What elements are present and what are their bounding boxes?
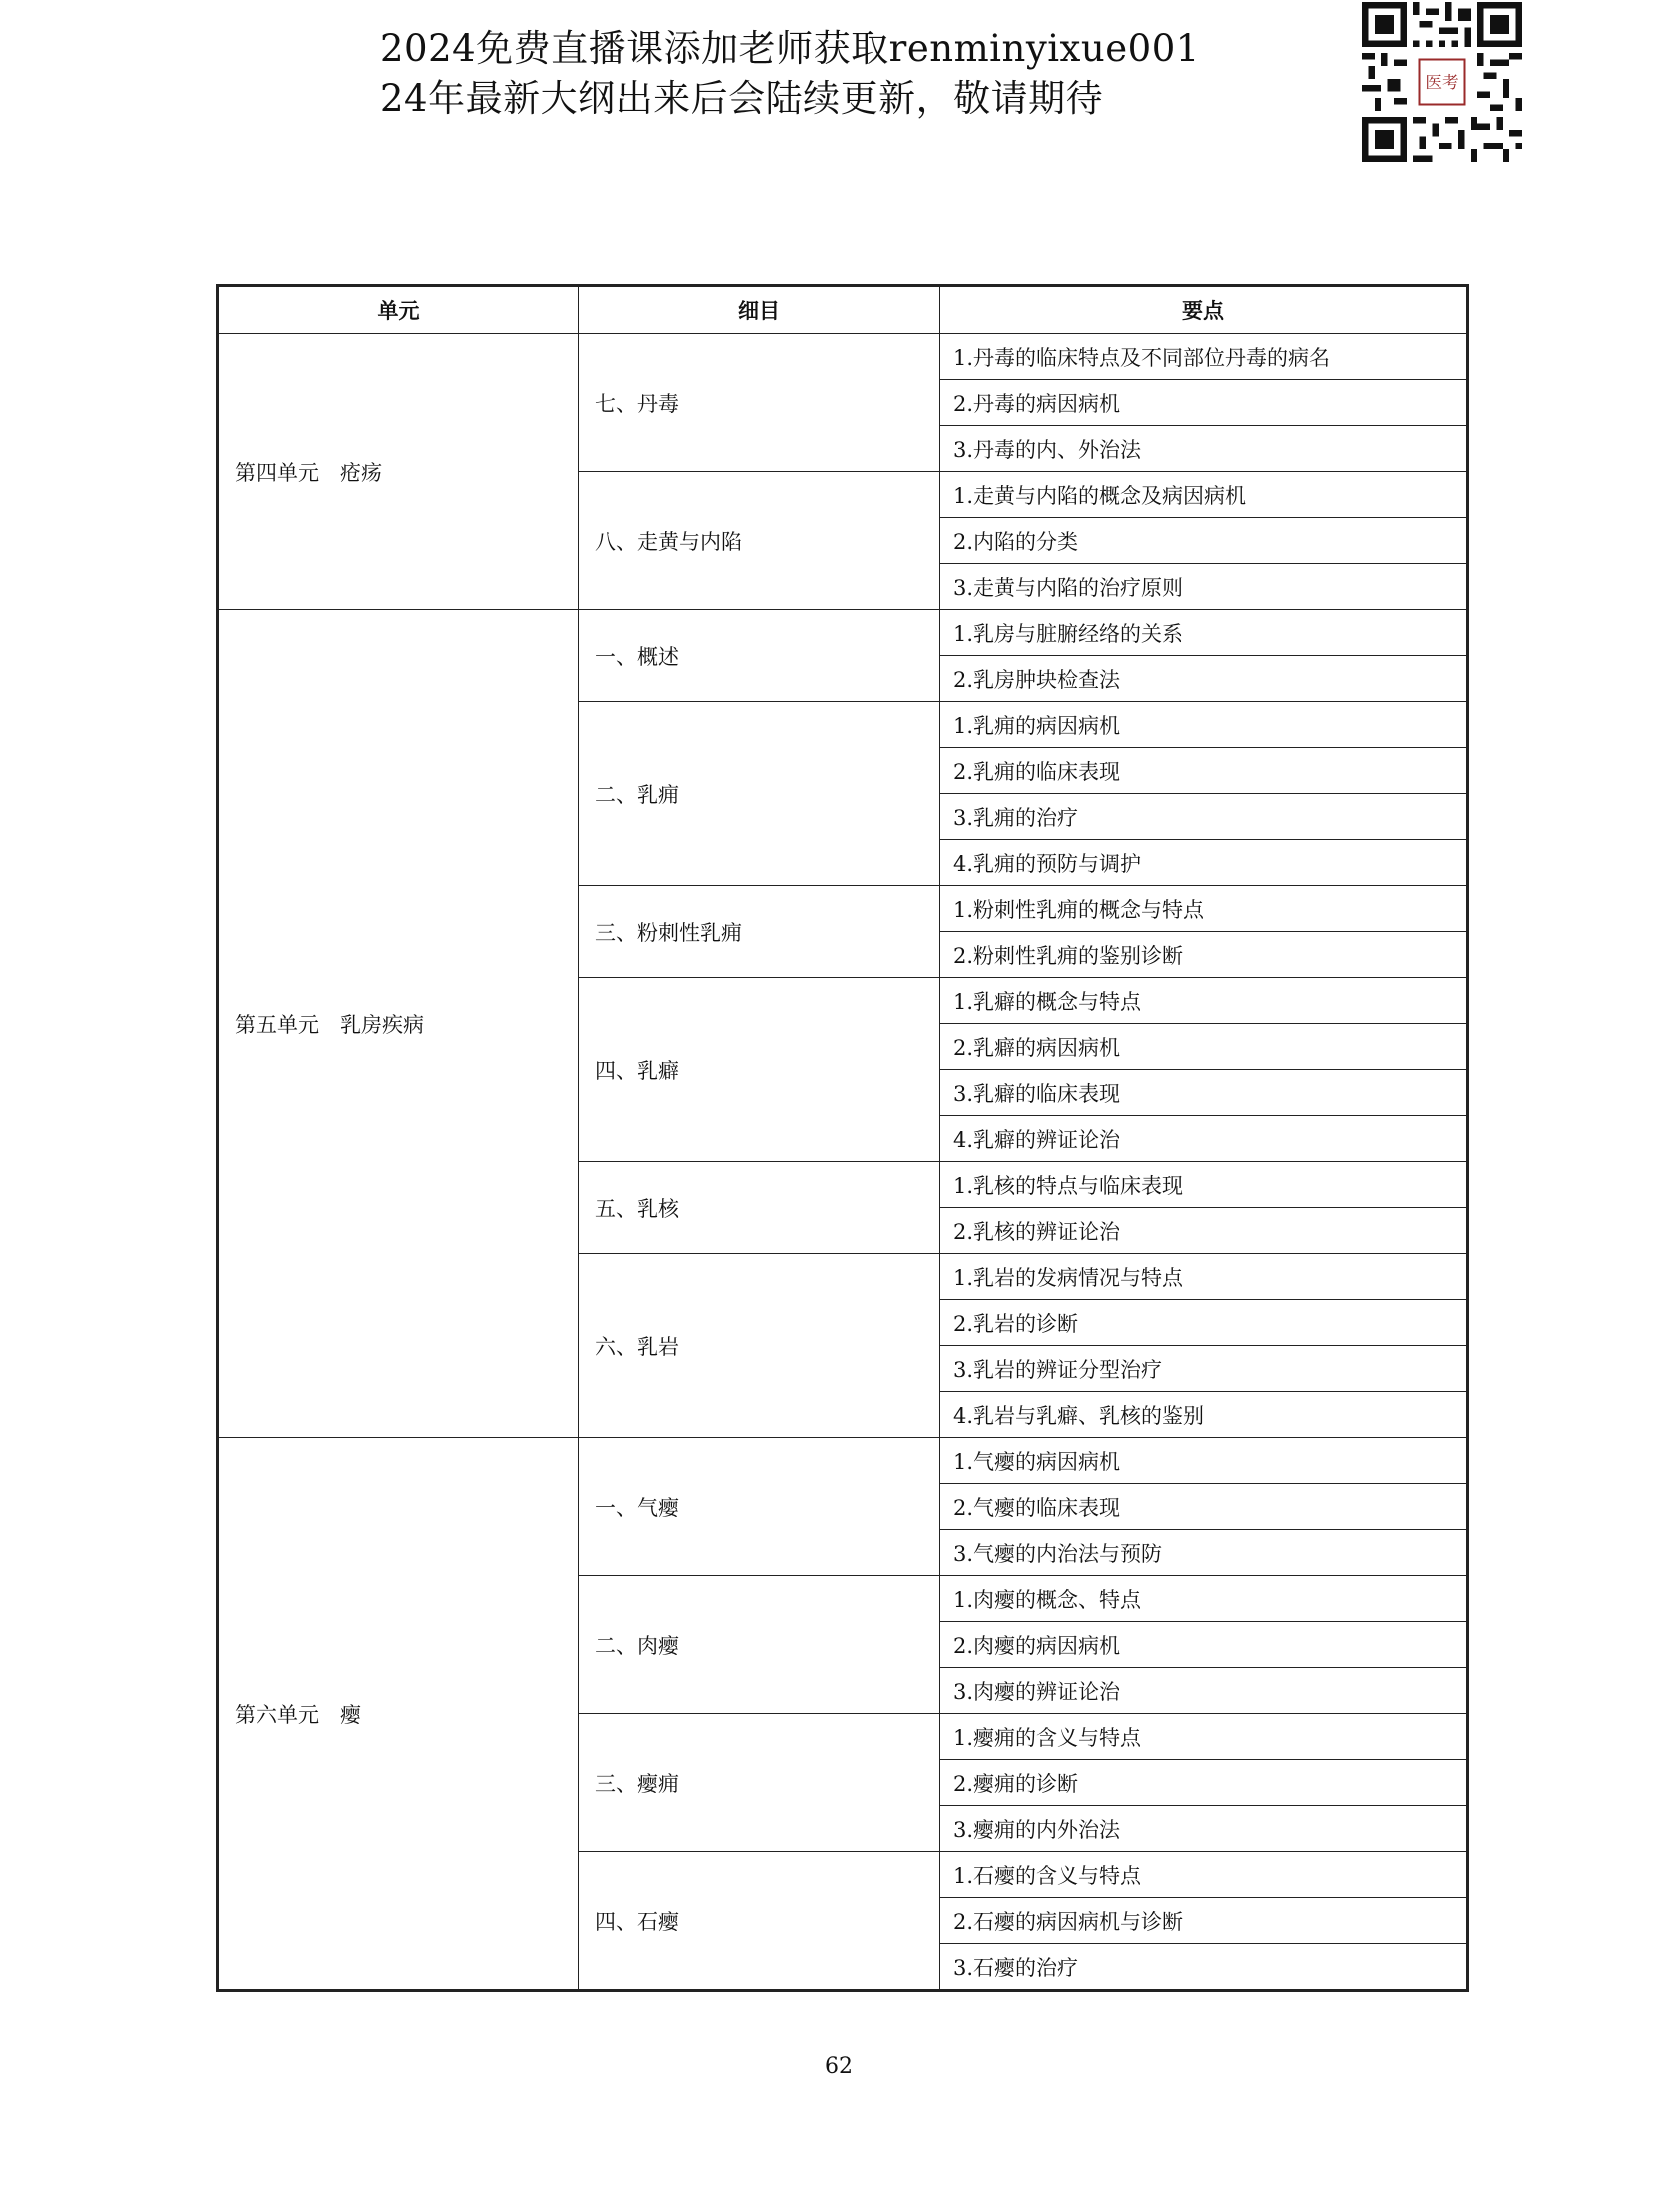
header-subject: 细目 <box>579 286 940 334</box>
subject-cell: 五、乳核 <box>579 1162 940 1254</box>
qr-logo-text: 医考 <box>1425 72 1459 92</box>
point-cell: 1.乳房与脏腑经络的关系 <box>940 610 1468 656</box>
point-cell: 2.乳核的辨证论治 <box>940 1208 1468 1254</box>
header-line-1: 2024免费直播课添加老师获取renminyixue001 <box>380 27 1200 70</box>
page-number: 62 <box>825 2054 853 2079</box>
subject-cell: 二、乳痈 <box>579 702 940 886</box>
point-cell: 2.丹毒的病因病机 <box>940 380 1468 426</box>
point-cell: 1.走黄与内陷的概念及病因病机 <box>940 472 1468 518</box>
point-cell: 1.丹毒的临床特点及不同部位丹毒的病名 <box>940 334 1468 380</box>
point-cell: 3.肉瘿的辨证论治 <box>940 1668 1468 1714</box>
point-cell: 1.瘿痈的含义与特点 <box>940 1714 1468 1760</box>
table-row <box>218 610 1468 656</box>
table-header-row <box>218 286 1468 334</box>
point-cell: 2.气瘿的临床表现 <box>940 1484 1468 1530</box>
point-cell: 1.粉刺性乳痈的概念与特点 <box>940 886 1468 932</box>
page-header <box>380 24 1280 124</box>
point-cell: 3.丹毒的内、外治法 <box>940 426 1468 472</box>
subject-cell: 三、粉刺性乳痈 <box>579 886 940 978</box>
point-cell: 4.乳岩与乳癖、乳核的鉴别 <box>940 1392 1468 1438</box>
point-cell: 2.乳痈的临床表现 <box>940 748 1468 794</box>
point-cell: 3.走黄与内陷的治疗原则 <box>940 564 1468 610</box>
syllabus-table <box>216 284 1469 1992</box>
subject-cell: 七、丹毒 <box>579 334 940 472</box>
point-cell: 1.乳癖的概念与特点 <box>940 978 1468 1024</box>
point-cell: 4.乳痈的预防与调护 <box>940 840 1468 886</box>
qr-code-icon <box>1362 2 1522 162</box>
header-points: 要点 <box>940 286 1468 334</box>
point-cell: 1.乳岩的发病情况与特点 <box>940 1254 1468 1300</box>
point-cell: 3.乳痈的治疗 <box>940 794 1468 840</box>
point-cell: 1.乳痈的病因病机 <box>940 702 1468 748</box>
point-cell: 3.气瘿的内治法与预防 <box>940 1530 1468 1576</box>
subject-cell: 四、乳癖 <box>579 978 940 1162</box>
unit-cell: 第五单元 乳房疾病 <box>218 610 579 1438</box>
point-cell: 2.肉瘿的病因病机 <box>940 1622 1468 1668</box>
table-row <box>218 334 1468 380</box>
table-body <box>218 334 1468 1991</box>
point-cell: 1.肉瘿的概念、特点 <box>940 1576 1468 1622</box>
unit-cell: 第四单元 疮疡 <box>218 334 579 610</box>
header-line-2: 24年最新大纲出来后会陆续更新，敬请期待 <box>380 77 1104 120</box>
point-cell: 3.乳岩的辨证分型治疗 <box>940 1346 1468 1392</box>
header-unit: 单元 <box>218 286 579 334</box>
point-cell: 2.乳癖的病因病机 <box>940 1024 1468 1070</box>
subject-cell: 三、瘿痈 <box>579 1714 940 1852</box>
subject-cell: 二、肉瘿 <box>579 1576 940 1714</box>
point-cell: 4.乳癖的辨证论治 <box>940 1116 1468 1162</box>
point-cell: 2.乳房肿块检查法 <box>940 656 1468 702</box>
point-cell: 3.石瘿的治疗 <box>940 1944 1468 1991</box>
point-cell: 3.乳癖的临床表现 <box>940 1070 1468 1116</box>
point-cell: 2.内陷的分类 <box>940 518 1468 564</box>
point-cell: 1.乳核的特点与临床表现 <box>940 1162 1468 1208</box>
point-cell: 2.乳岩的诊断 <box>940 1300 1468 1346</box>
subject-cell: 一、概述 <box>579 610 940 702</box>
unit-cell: 第六单元 瘿 <box>218 1438 579 1991</box>
point-cell: 3.瘿痈的内外治法 <box>940 1806 1468 1852</box>
subject-cell: 六、乳岩 <box>579 1254 940 1438</box>
point-cell: 2.粉刺性乳痈的鉴别诊断 <box>940 932 1468 978</box>
point-cell: 1.气瘿的病因病机 <box>940 1438 1468 1484</box>
subject-cell: 四、石瘿 <box>579 1852 940 1991</box>
point-cell: 1.石瘿的含义与特点 <box>940 1852 1468 1898</box>
subject-cell: 八、走黄与内陷 <box>579 472 940 610</box>
point-cell: 2.石瘿的病因病机与诊断 <box>940 1898 1468 1944</box>
subject-cell: 一、气瘿 <box>579 1438 940 1576</box>
table-row <box>218 1438 1468 1484</box>
point-cell: 2.瘿痈的诊断 <box>940 1760 1468 1806</box>
